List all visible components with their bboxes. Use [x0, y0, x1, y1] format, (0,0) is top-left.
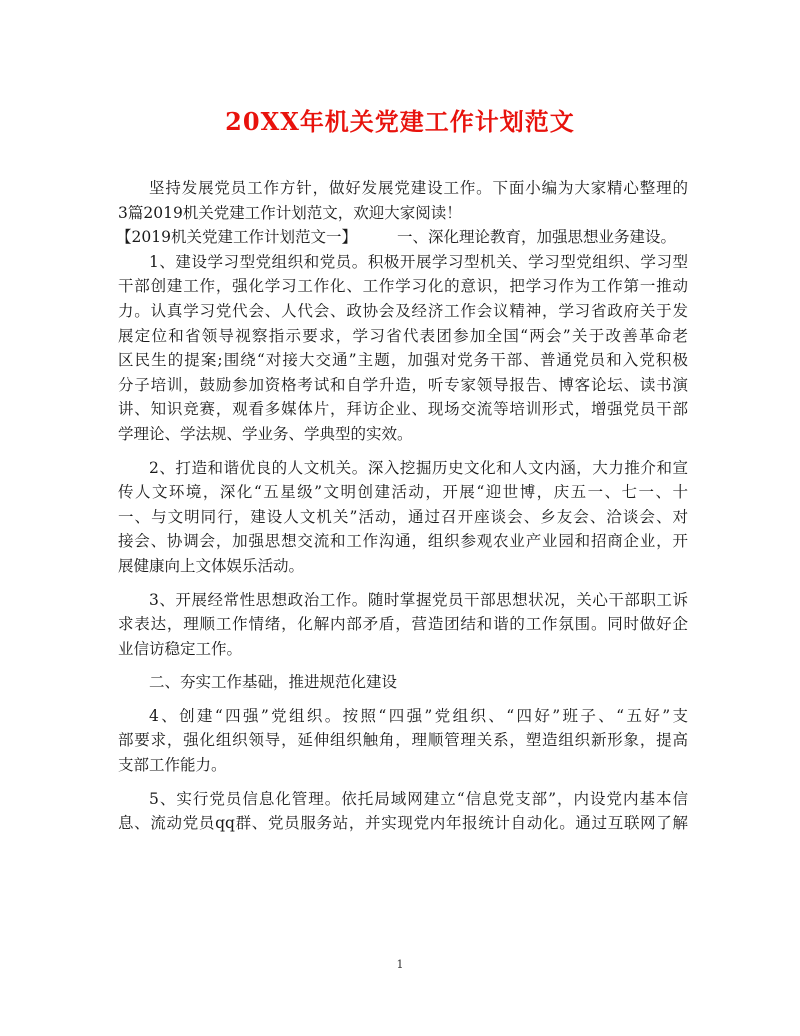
paragraph-line: 3、开展经常性思想政治工作。随时掌握党员干部思想状况，关心干部职工诉: [149, 590, 688, 609]
paragraph-line: 业信访稳定工作。: [118, 639, 243, 658]
paragraph-line: 4、创建“四强”党组织。按照“四强”党组织、“四好”班子、“五好”支: [149, 706, 688, 725]
paragraph-gap: [118, 695, 688, 704]
page-number: 1: [396, 958, 404, 971]
section-heading-line: [116, 225, 688, 250]
paragraph-line: 学理论、学法规、学业务、学典型的实效。: [118, 424, 413, 443]
paragraph-line: 分子培训，鼓励参加资格考试和自学升造，听专家领导报告、博客论坛、读书演: [118, 375, 688, 394]
paragraph-gap: [118, 778, 688, 787]
paragraph-line: 支部工作能力。: [118, 756, 227, 775]
section-label: 【2019机关党建工作计划范文一】: [116, 228, 357, 247]
paragraph-line: 传人文环境，深化“五星级”文明创建活动，开展“迎世博，庆五一、七一、十: [118, 483, 688, 502]
paragraph-gap: [118, 579, 688, 588]
paragraph-gap: [118, 661, 688, 670]
paragraph-line: 干部创建工作，强化学习工作化、工作学习化的意识，把学习作为工作第一推动: [118, 277, 688, 296]
section-heading: 二、夯实工作基础，推进规范化建设: [149, 673, 398, 692]
paragraph-line: 力。认真学习党代会、人代会、政协会及经济工作会议精神，学习省政府关于发: [118, 301, 688, 320]
document-body: [118, 176, 688, 836]
paragraph-line: 求表达，理顺工作情绪，化解内部矛盾，营造团结和谐的工作氛围。同时做好企: [118, 615, 688, 634]
paragraph-gap: [118, 447, 688, 456]
section-heading: 一、深化理论教育，加强思想业务建设。: [396, 228, 676, 247]
paragraph-line: 息、流动党员qq群、党员服务站，并实现党内年报统计自动化。通过互联网了解: [118, 814, 688, 833]
paragraph-line: 接会、协调会，加强思想交流和工作沟通，组织参观农业产业园和招商企业，开: [118, 532, 688, 551]
paragraph-line: 区民生的提案;围绕“对接大交通”主题，加强对党务干部、普通党员和入党积极: [118, 351, 688, 370]
paragraph-line: 部要求，强化组织领导，延伸组织触角，理顺管理关系，塑造组织新形象，提高: [118, 731, 688, 750]
paragraph-line: 3篇2019机关党建工作计划范文，欢迎大家阅读！: [118, 203, 462, 222]
paragraph-line: 展健康向上文体娱乐活动。: [118, 556, 305, 575]
paragraph-line: 2、打造和谐优良的人文机关。深入挖掘历史文化和人文内涵，大力推介和宣: [149, 458, 688, 477]
paragraph-line: 坚持发展党员工作方针，做好发展党建设工作。下面小编为大家精心整理的: [149, 179, 688, 197]
paragraph-line: 5、实行党员信息化管理。依托局域网建立“信息党支部”，内设党内基本信: [149, 789, 688, 808]
paragraph-line: 展定位和省领导视察指示要求，学习省代表团参加全国“两会”关于改善革命老: [118, 326, 688, 345]
paragraph-line: 讲、知识竞赛，观看多媒体片，拜访企业、现场交流等培训形式，增强党员干部: [118, 400, 688, 419]
paragraph-line: 1、建设学习型党组织和党员。积极开展学习型机关、学习型党组织、学习型: [149, 252, 688, 271]
document-title: 20XX年机关党建工作计划范文: [225, 107, 575, 136]
paragraph-line: 一、与文明同行，建设人文机关”活动，通过召开座谈会、乡友会、洽谈会、对: [118, 507, 688, 526]
